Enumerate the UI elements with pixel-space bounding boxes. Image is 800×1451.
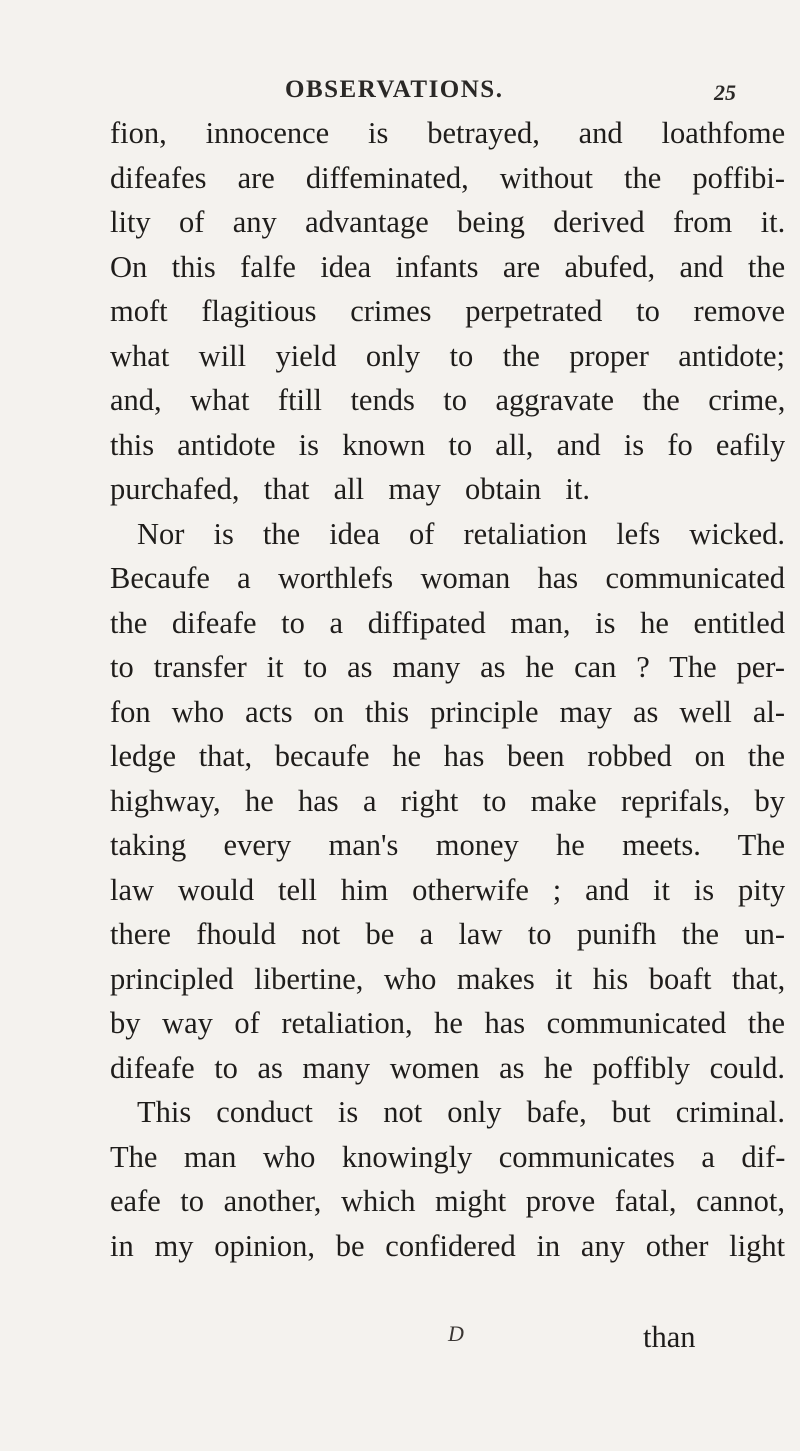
text-line: taking every man's money he meets. The <box>110 828 785 862</box>
text-line: law would tell him otherwife ; and it is pity <box>110 872 785 907</box>
signature-mark: D <box>448 1321 464 1346</box>
running-head-title: OBSERVATIONS. <box>285 76 504 103</box>
text-line: this antidote is known to all, and is fo eafily <box>110 427 785 462</box>
text-line: Becaufe a worthlefs woman has communicated <box>110 561 785 595</box>
text-line: the difeafe to a diffipated man, is he entitled <box>110 605 785 640</box>
text-line: difeafes are diffeminated, without the poffibi- <box>110 160 785 195</box>
page-number: 25 <box>714 80 736 105</box>
running-head <box>0 74 800 108</box>
text-line: what will yield only to the proper antidote; <box>110 338 785 373</box>
text-line: and, what ftill tends to aggravate the crime, <box>110 383 785 417</box>
catchword: than <box>643 1320 696 1354</box>
text-line: in my opinion, be confidered in any other light <box>110 1228 785 1263</box>
text-line: moft flagitious crimes perpetrated to remove <box>110 294 785 328</box>
text-line: fion, innocence is betrayed, and loathfome <box>110 116 785 150</box>
text-line: purchafed, that all may obtain it. <box>110 472 590 506</box>
text-line: eafe to another, which might prove fatal, cannot, <box>110 1184 785 1218</box>
text-line: to transfer it to as many as he can ? The per- <box>110 650 785 684</box>
text-line: principled libertine, who makes it his boaft that, <box>110 961 785 996</box>
page-footer <box>0 1317 800 1357</box>
text-line: fon who acts on this principle may as well al- <box>110 694 785 729</box>
text-line: by way of retaliation, he has communicated the <box>110 1006 785 1040</box>
text-line: lity of any advantage being derived from it. <box>110 205 785 239</box>
text-line: This conduct is not only bafe, but criminal. <box>137 1095 785 1129</box>
text-line: there fhould not be a law to punifh the un- <box>110 917 785 951</box>
text-line: ledge that, becaufe he has been robbed on the <box>110 739 785 773</box>
text-line: Nor is the idea of retaliation lefs wicked. <box>137 516 785 551</box>
text-line: highway, he has a right to make reprifals, by <box>110 783 785 818</box>
text-line: difeafe to as many women as he poffibly could. <box>110 1050 785 1085</box>
text-line: The man who knowingly communicates a dif- <box>110 1139 785 1174</box>
text-line: On this falfe idea infants are abufed, and the <box>110 249 785 284</box>
